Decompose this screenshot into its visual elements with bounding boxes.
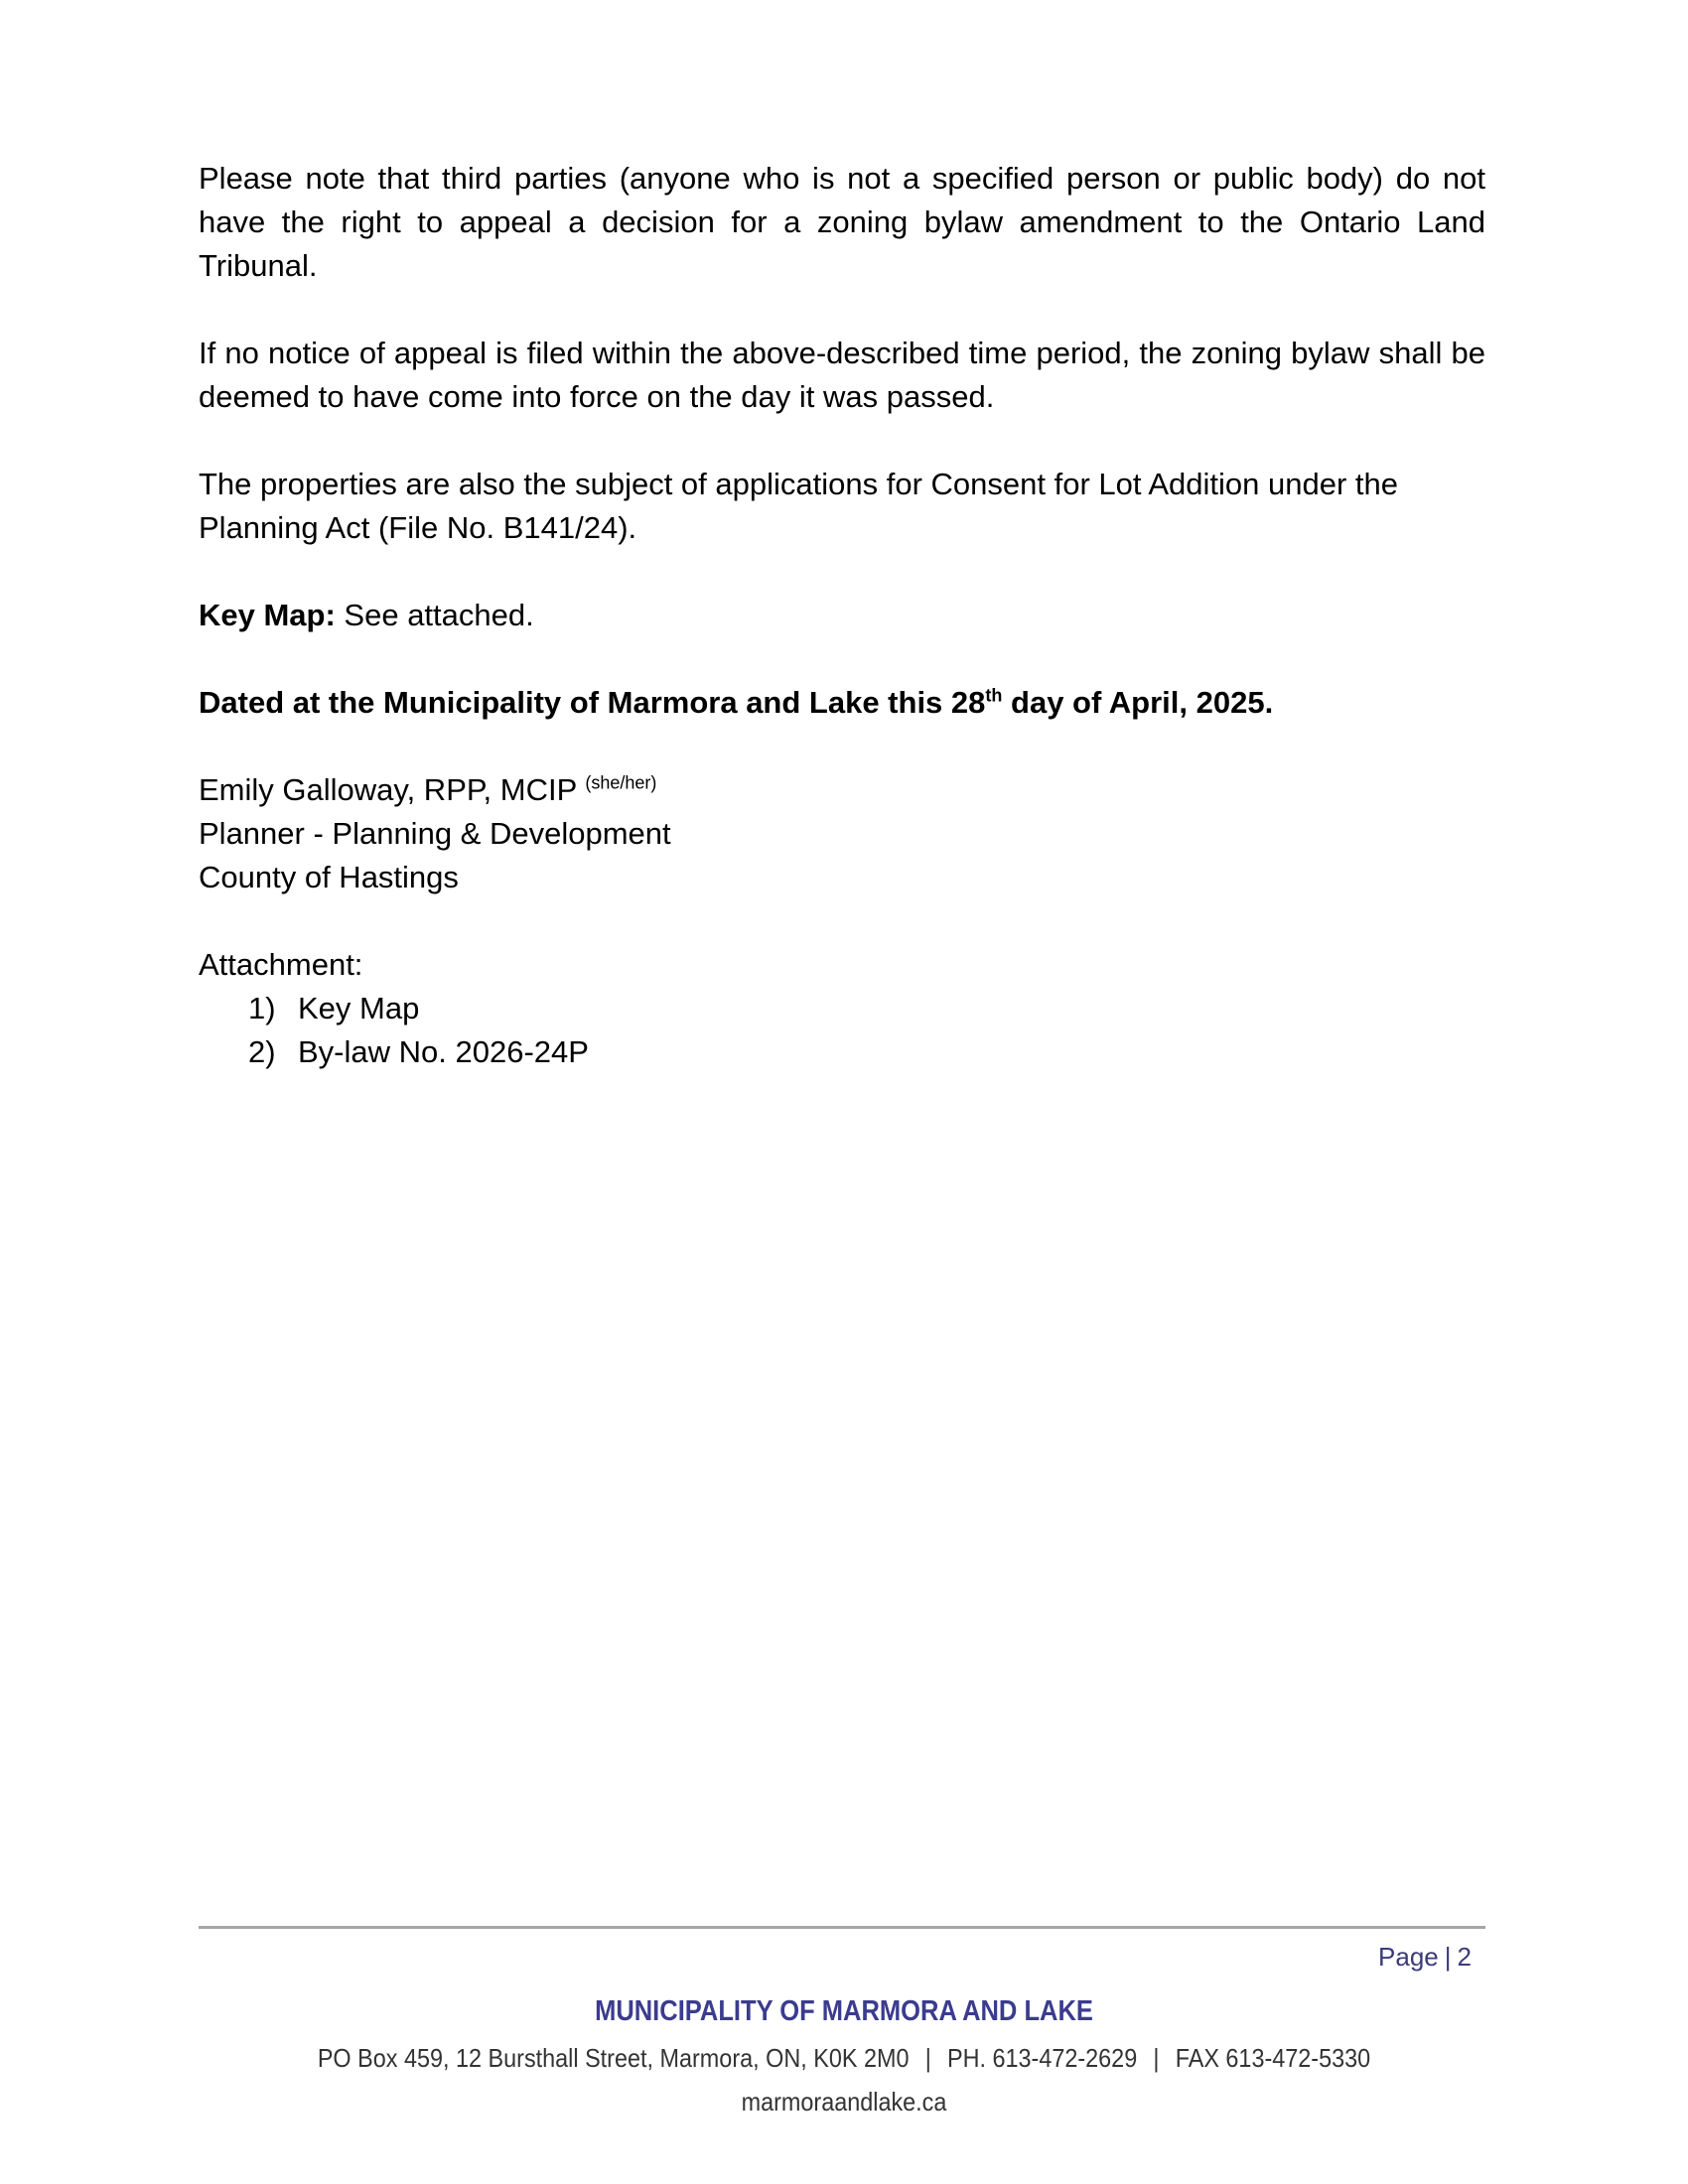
footer-pipe: | (924, 2043, 931, 2073)
page-label: Page (1378, 1942, 1439, 1972)
dated-after: day of April, 2025. (1002, 685, 1274, 720)
list-item-number: 1) (248, 991, 276, 1025)
list-item-label: By-law No. 2026-24P (298, 1034, 589, 1069)
signature-name: Emily Galloway, RPP, MCIP (199, 772, 586, 807)
signature-name-line (199, 768, 1485, 812)
signature-block (199, 768, 1485, 899)
key-map-line (199, 594, 1485, 637)
paragraph-third-parties: Please note that third parties (anyone who is not a specified person or public body) do not have the right to appeal a decision for a zoning bylaw amendment to the Ontario Land Tribunal. (199, 161, 1485, 283)
footer-contact (84, 2043, 1604, 2074)
signature-pronouns: (she/her) (585, 772, 657, 793)
footer-pipe: | (1153, 2043, 1160, 2073)
paragraph-no-appeal: If no notice of appeal is filed within the above-described time period, the zoning bylaw shall be deemed to have come into force on the day it was passed. (199, 336, 1485, 414)
list-item-number: 2) (248, 1034, 276, 1069)
list-item (199, 1030, 1485, 1074)
footer-phone: PH. 613-472-2629 (946, 2043, 1138, 2073)
signature-organization: County of Hastings (199, 860, 459, 894)
key-map-label: Key Map: (199, 598, 336, 632)
dated-line (199, 681, 1485, 725)
dated-before: Dated at the Municipality of Marmora and Lake this 28 (199, 685, 986, 720)
list-item (199, 987, 1485, 1030)
document-body (199, 157, 1485, 1074)
list-item-label: Key Map (298, 991, 420, 1025)
page-number (1378, 1942, 1472, 1973)
signature-title: Planner - Planning & Development (199, 816, 671, 851)
attachments-list (199, 987, 1485, 1074)
page-separator: | (1444, 1942, 1452, 1972)
key-map-text: See attached. (335, 598, 534, 632)
footer-fax: FAX 613-472-5330 (1175, 2043, 1371, 2073)
dated-sup: th (985, 685, 1003, 706)
footer-address: PO Box 459, 12 Bursthall Street, Marmora, ON, K0K 2M0 (317, 2043, 910, 2073)
attachments-title: Attachment: (199, 947, 363, 982)
footer-website[interactable]: marmoraandlake.ca (741, 2087, 947, 2116)
footer-divider (199, 1926, 1485, 1929)
footer-organization: MUNICIPALITY OF MARMORA AND LAKE (595, 1995, 1093, 2027)
paragraph-consent: The properties are also the subject of applications for Consent for Lot Addition under the Planning Act (File No. B141/24). (199, 467, 1399, 545)
page-number-value: 2 (1457, 1942, 1472, 1972)
attachments-block (199, 943, 1485, 1074)
